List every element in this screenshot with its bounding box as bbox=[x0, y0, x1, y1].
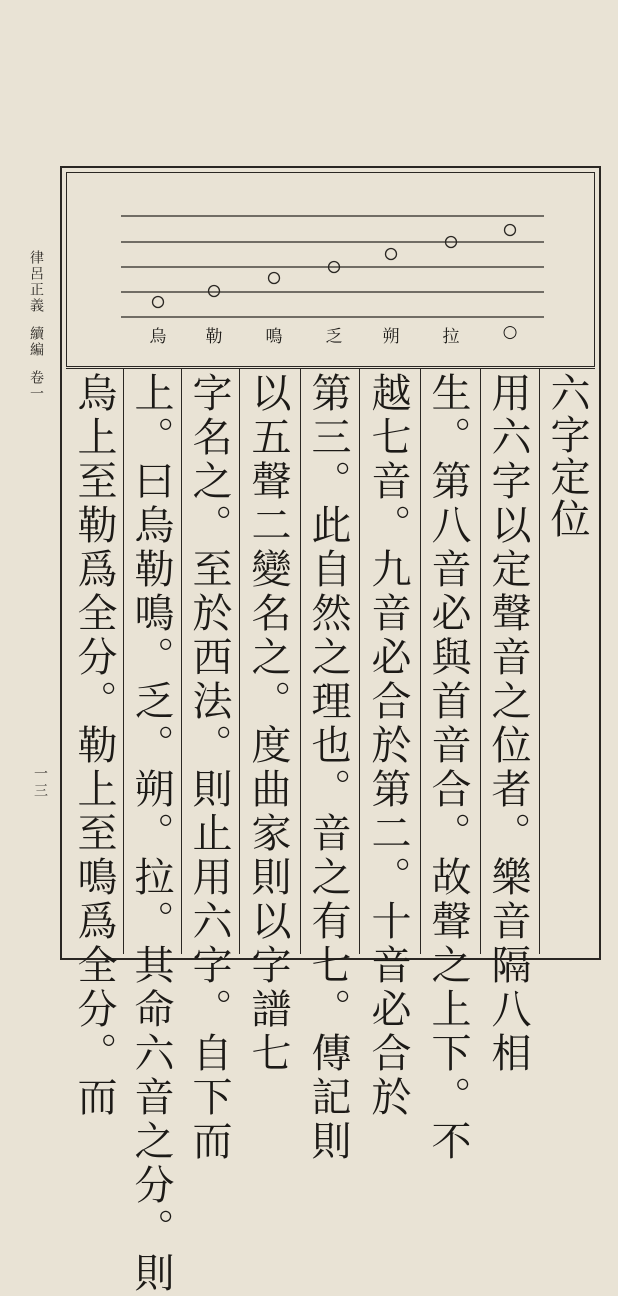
margin-header bbox=[26, 250, 46, 402]
text-column-2: 生。第八音必與首音合。故聲之上下。不 bbox=[425, 372, 471, 1164]
column-rule bbox=[181, 368, 182, 954]
staff-label-le: 勒 bbox=[205, 327, 223, 347]
column-rule bbox=[300, 368, 301, 954]
column-rule bbox=[359, 368, 360, 954]
note-circle bbox=[269, 273, 280, 284]
text-column-5: 以五聲二變名之。度曲家則以字譜七 bbox=[245, 372, 291, 1076]
text-column-4: 第三。此自然之理也。音之有七。傳記則 bbox=[305, 372, 351, 1164]
page-number: 一三 bbox=[32, 766, 48, 800]
column-rule bbox=[123, 368, 124, 954]
column-rule bbox=[239, 368, 240, 954]
text-column-8: 烏上至勒爲全分。勒上至鳴爲全分。而 bbox=[71, 372, 117, 1120]
staff-label-shuo: 朔 bbox=[382, 327, 400, 347]
column-rule bbox=[539, 368, 540, 954]
staff-label-wu: 烏 bbox=[149, 327, 167, 347]
note-circle bbox=[386, 249, 397, 260]
note-circle bbox=[209, 286, 220, 297]
volume-label: 卷一 bbox=[28, 370, 44, 402]
book-subtitle: 續編 bbox=[28, 326, 44, 358]
book-title: 律呂正義 bbox=[28, 250, 44, 314]
note-circle bbox=[505, 225, 516, 236]
note-circle bbox=[153, 297, 164, 308]
staff-label-la: 拉 bbox=[442, 327, 460, 347]
staff-label-ming: 鳴 bbox=[265, 327, 283, 347]
text-column-3: 越七音。九音必合於第二。十音必合於 bbox=[365, 372, 411, 1120]
column-rule bbox=[480, 368, 481, 954]
text-column-6: 字名之。至於西法。則止用六字。自下而 bbox=[186, 372, 232, 1164]
text-column-7: 上。曰烏勒鳴。乏。朔。拉。其命六音之分。則 bbox=[128, 372, 174, 1296]
section-heading: 六字定位 bbox=[544, 372, 590, 540]
staff-label-circle: ○ bbox=[502, 322, 518, 342]
text-column-1: 用六字以定聲音之位者。樂音隔八相 bbox=[485, 372, 531, 1076]
column-rule bbox=[420, 368, 421, 954]
staff-label-fa: 乏 bbox=[325, 327, 343, 347]
